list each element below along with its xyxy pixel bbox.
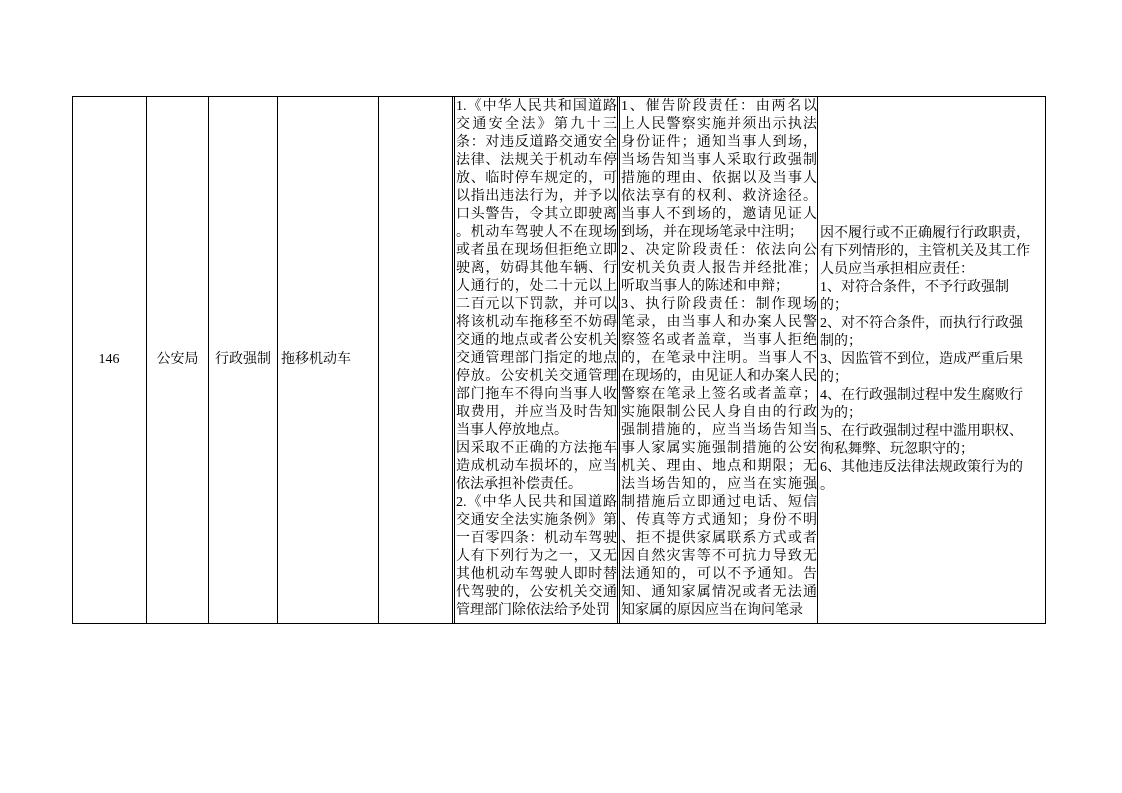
text-line: 部门拖车不得向当事人收: [456, 387, 617, 402]
paragraph: [621, 242, 817, 296]
text-line: 口头警告，令其立即驶离: [456, 207, 617, 222]
text-line: 造成机动车损坏的，应当: [456, 459, 617, 474]
text-line: 因采取不正确的方法拖车: [456, 441, 617, 456]
cell-number: [72, 96, 146, 624]
cell-accountability: [817, 96, 1046, 624]
paragraph: [820, 387, 1046, 423]
text-line: 强制措施的，应当当场告知当: [621, 423, 817, 438]
text-line: 1、对符合条件，不予行政强制: [820, 280, 1009, 295]
text-line: 听取当事人的陈述和申辩；: [621, 279, 789, 294]
text-line: 人有下列行为之一，又无: [456, 549, 617, 564]
text-line: 驶离，妨碍其他车辆、行: [456, 261, 617, 276]
text-line: 当事人停放地点。: [456, 423, 568, 438]
text-line: 、拒不提供家属联系方式或者: [621, 531, 817, 546]
text-line: 2、对不符合条件，而执行行政强: [820, 316, 1023, 331]
text-line: 人员应当承担相应责任：: [820, 262, 974, 277]
text-line: 人通行的，处二十元以上: [456, 279, 617, 294]
text-line: 知家属的原因应当在询问笔录: [621, 603, 803, 618]
text-line: 交通管理部门指定的地点: [456, 351, 617, 366]
text-line: 。机动车驾驶人不在现场: [456, 225, 617, 240]
text-line: 二百元以下罚款，并可以: [456, 297, 617, 312]
text-line: 交通安全法实施条例》第: [456, 513, 617, 528]
cell-responsibility: [617, 96, 817, 624]
power-item-name: 拖移机动车: [281, 352, 351, 367]
department-name: 公安局: [156, 352, 199, 367]
text-line: 一百零四条：机动车驾驶: [456, 531, 617, 546]
text-line: 安机关负责人报告并经批准；: [621, 261, 817, 276]
paragraph: [456, 440, 617, 494]
paragraph: [820, 225, 1046, 279]
text-line: 、传真等方式通知；身份不明: [621, 513, 817, 528]
text-line: 因不履行或不正确履行行政职责，: [820, 226, 1030, 241]
text-line: 措施的理由、依据以及当事人: [621, 171, 817, 186]
cell-category: [208, 96, 277, 624]
text-line: 法通知的，可以不予通知。告: [621, 567, 817, 582]
paragraph: [456, 98, 617, 440]
text-line: 制措施后立即通过电话、短信: [621, 495, 817, 510]
text-line: 法律、法规关于机动车停: [456, 153, 617, 168]
text-line: 取费用，并应当及时告知: [456, 405, 617, 420]
paragraph: [621, 98, 817, 242]
text-line: 因自然灾害等不可抗力导致无: [621, 549, 817, 564]
text-line: 上人民警察实施并须出示执法: [621, 117, 817, 132]
text-line: 将该机动车拖移至不妨碍: [456, 315, 617, 330]
text-line: 1、催告阶段责任：由两名以: [621, 99, 817, 114]
row-number: 146: [98, 352, 120, 367]
text-line: 或者虽在现场但拒绝立即: [456, 243, 617, 258]
text-line: 知、通知家属情况或者无法通: [621, 585, 817, 600]
text-line: 警察在笔录上签名或者盖章；: [621, 387, 817, 402]
responsibility-table: [72, 96, 1046, 624]
paragraph: [456, 494, 617, 620]
cell-legal-basis: [452, 96, 617, 624]
text-line: 到场，并在现场笔录中注明；: [621, 225, 803, 240]
text-line: 条：对违反道路交通安全: [456, 135, 617, 150]
text-line: 交通的地点或者公安机关: [456, 333, 617, 348]
text-line: 察签名或者盖章，当事人拒绝: [621, 333, 817, 348]
text-line: 交通安全法》第九十三: [456, 117, 617, 132]
paragraph: [820, 351, 1046, 387]
text-line: 为的；: [820, 406, 862, 421]
text-line: 实施限制公民人身自由的行政: [621, 405, 817, 420]
text-line: 停放。公安机关交通管理: [456, 369, 617, 384]
text-line: 依法享有的权利、救济途径。: [621, 189, 817, 204]
text-line: 1.《中华人民共和国道路: [456, 99, 617, 114]
text-line: 有下列情形的，主管机关及其工作: [820, 244, 1030, 259]
text-line: 法当场告知的，应当在实施强: [621, 477, 817, 492]
text-line: 制的；: [820, 334, 862, 349]
cell-empty: [378, 96, 452, 624]
cell-item: [277, 96, 378, 624]
text-line: 当事人不到场的，邀请见证人: [621, 207, 817, 222]
text-line: 身份证件；通知当事人到场，: [621, 135, 817, 150]
text-line: 机关、理由、地点和期限；无: [621, 459, 817, 474]
text-line: 的，在笔录中注明。当事人不: [621, 351, 817, 366]
text-line: 徇私舞弊、玩忽职守的；: [820, 442, 974, 457]
power-category: 行政强制: [215, 352, 271, 367]
paragraph: [820, 279, 1046, 315]
text-line: 当场告知当事人采取行政强制: [621, 153, 817, 168]
text-line: 其他机动车驾驶人即时替: [456, 567, 617, 582]
paragraph: [820, 423, 1046, 459]
cell-department: [146, 96, 208, 624]
text-line: 5、在行政强制过程中滥用职权、: [820, 424, 1023, 439]
text-line: 管理部门除依法给予处罚: [456, 603, 610, 618]
paragraph: [621, 296, 817, 620]
text-line: 笔录，由当事人和办案人民警: [621, 315, 817, 330]
text-line: 3、执行阶段责任：制作现场: [621, 297, 817, 312]
text-line: 3、因监管不到位，造成严重后果: [820, 352, 1023, 367]
paragraph: [820, 459, 1046, 495]
text-line: 4、在行政强制过程中发生腐败行: [820, 388, 1023, 403]
text-line: 代驾驶的，公安机关交通: [456, 585, 617, 600]
text-line: 事人家属实施强制措施的公安: [621, 441, 817, 456]
text-line: 依法承担补偿责任。: [456, 477, 582, 492]
text-line: 以指出违法行为，并予以: [456, 189, 617, 204]
text-line: 放、临时停车规定的，可: [456, 171, 617, 186]
paragraph: [820, 315, 1046, 351]
text-line: 6、其他违反法律法规政策行为的: [820, 460, 1023, 475]
text-line: 的；: [820, 370, 848, 385]
text-line: 在现场的，由见证人和办案人民: [621, 369, 817, 384]
text-line: 的；: [820, 298, 848, 313]
text-line: 2、决定阶段责任：依法向公: [621, 243, 817, 258]
text-line: 2.《中华人民共和国道路: [456, 495, 617, 510]
text-line: 。: [820, 478, 834, 493]
